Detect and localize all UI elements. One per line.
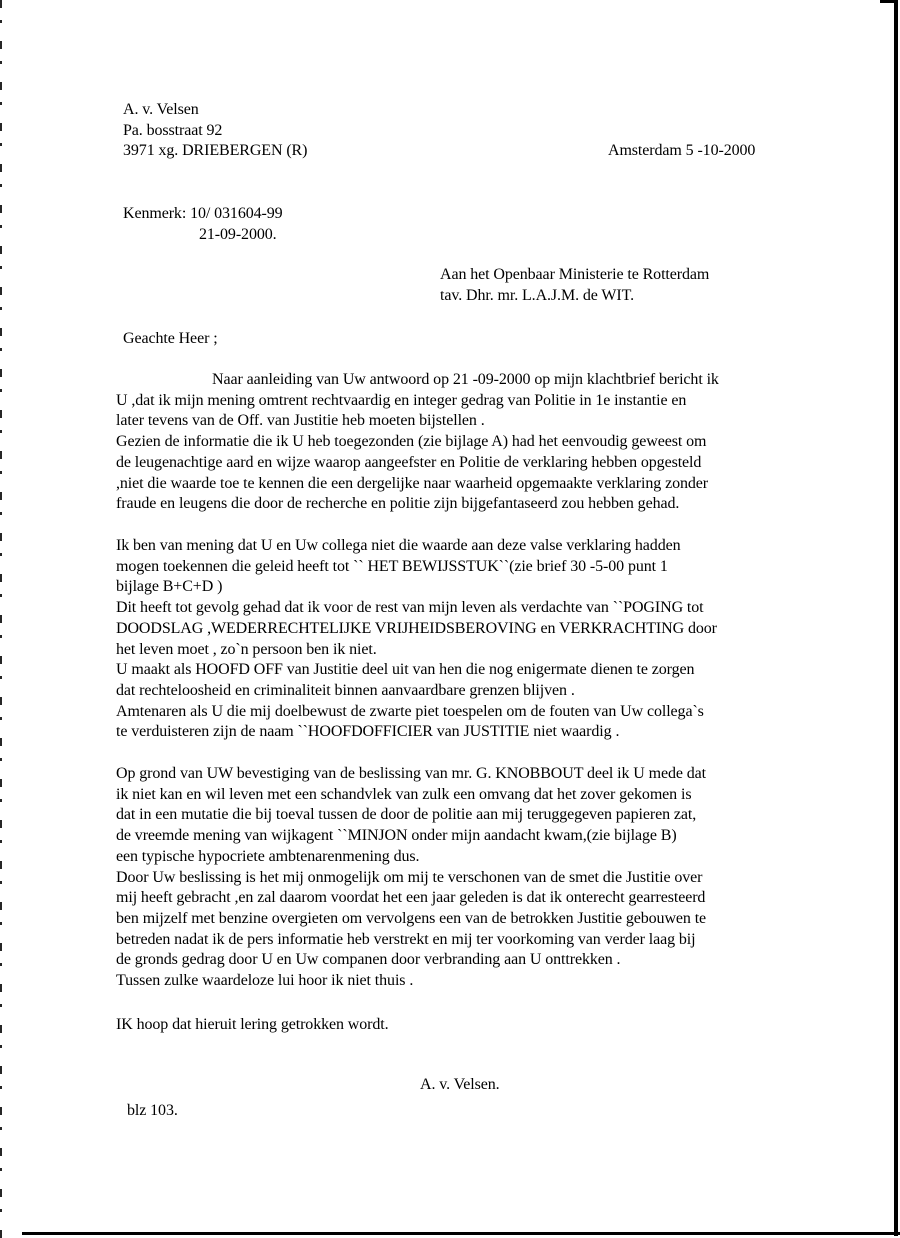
body-line: dat in een mutatie die bij toeval tussen de door de politie aan mij teruggegeven papieren zat, (116, 806, 697, 824)
body-line: mogen toekennen die geleid heeft tot `` HET BEWIJSSTUK``(zie brief 30 -5-00 punt 1 (116, 557, 668, 575)
body-line: Tussen zulke waardeloze lui hoor ik niet thuis . (116, 972, 414, 990)
body-line: betreden nadat ik de pers informatie heb verstrekt en mij ter voorkoming van verder laag bij (116, 930, 696, 948)
body-line: mij heeft gebracht ,en zal daarom voordat het een jaar geleden is dat ik onterecht gearresteerd (116, 889, 706, 907)
body-line: ik niet kan en wil leven met een schandvlek van zulk een omvang dat het zover gekomen is (116, 785, 692, 803)
body-line: Gezien de informatie die ik U heb toegezonden (zie bijlage A) had het eenvoudig geweest om (116, 433, 707, 451)
body-line: de vreemde mening van wijkagent ``MINJON onder mijn aandacht kwam,(zie bijlage B) (116, 827, 677, 845)
reference-date: 21-09-2000. (199, 225, 277, 243)
place-and-date: Amsterdam 5 -10-2000 (608, 142, 756, 159)
body-line: ,niet die waarde toe te kennen die een dergelijke naar waarheid opgemaakte verklaring zonder (116, 474, 708, 492)
body-line: bijlage B+C+D ) (116, 578, 223, 596)
sender-address-block (123, 100, 307, 162)
body-line: Door Uw beslissing is het mij onmogelijk om mij te verschonen van de smet die Justitie over (116, 868, 703, 886)
reference-block (123, 204, 283, 245)
body-line: de leugenachtige aard en wijze waarop aangeefster en Politie de verklaring hebben opgesteld (116, 453, 702, 471)
recipient-organization: Aan het Openbaar Ministerie te Rotterdam (440, 266, 710, 283)
sender-street: Pa. bosstraat 92 (123, 121, 223, 139)
reference-number: Kenmerk: 10/ 031604-99 (123, 205, 283, 222)
body-line: fraude en leugens die door de recherche en politie zijn bijgefantaseerd zou hebben gehad. (116, 495, 680, 513)
body-line: U ,dat ik mijn mening omtrent rechtvaardig en integer gedrag van Politie in 1e instantie en (116, 391, 687, 409)
sender-city: 3971 xg. DRIEBERGEN (R) (123, 142, 308, 160)
scan-edge-bottom-artifact (22, 1232, 900, 1235)
body-line: Naar aanleiding van Uw antwoord op 21 -09-2000 op mijn klachtbrief bericht ik (212, 371, 719, 388)
body-line: DOODSLAG ,WEDERRECHTELIJKE VRIJHEIDSBEROVING en VERKRACHTING door (116, 619, 717, 637)
body-line: Amtenaren als U die mij doelbewust de zwarte piet toespelen om de fouten van Uw collega`s (116, 702, 704, 720)
body-line: later tevens van de Off. van Justitie heb moeten bijstellen . (116, 412, 485, 430)
body-line: IK hoop dat hieruit lering getrokken wordt. (116, 1016, 389, 1033)
body-line: Dit heeft tot gevolg gehad dat ik voor de rest van mijn leven als verdachte van ``POGING tot (116, 599, 704, 617)
signature: A. v. Velsen. (420, 1076, 500, 1093)
body-line: het leven moet , zo`n persoon ben ik niet. (116, 640, 377, 658)
body-line: de gronds gedrag door U en Uw companen door verbranding aan U onttrekken . (116, 951, 621, 969)
body-line: dat rechteloosheid en criminaliteit binnen aanvaardbare grenzen blijven . (116, 681, 575, 699)
body-line: ben mijzelf met benzine overgieten om vervolgens een van de betrokken Justitie gebouwen te (116, 909, 707, 927)
body-line: een typische hypocriete ambtenarenmening dus. (116, 847, 420, 865)
body-line: Op grond van UW bevestiging van de beslissing van mr. G. KNOBBOUT deel ik U mede dat (116, 765, 707, 782)
body-paragraph-3 (116, 764, 706, 992)
salutation: Geachte Heer ; (123, 330, 218, 347)
body-line: te verduisteren zijn de naam ``HOOFDOFFICIER van JUSTITIE niet waardig . (116, 723, 620, 741)
scan-edge-right-artifact (894, 2, 898, 1236)
sender-name: A. v. Velsen (123, 101, 199, 118)
page-number: blz 103. (127, 1102, 178, 1119)
body-paragraph-1 (116, 370, 792, 515)
recipient-address-block (440, 265, 709, 306)
body-line: Ik ben van mening dat U en Uw collega niet die waarde aan deze valse verklaring hadden (116, 537, 681, 554)
closing-remark (116, 1015, 389, 1036)
body-paragraph-2 (116, 536, 717, 743)
body-line: U maakt als HOOFD OFF van Justitie deel uit van hen die nog enigermate dienen te zorgen (116, 661, 695, 679)
recipient-attention: tav. Dhr. mr. L.A.J.M. de WIT. (440, 286, 635, 304)
scan-edge-left-artifact (0, 0, 2, 1238)
